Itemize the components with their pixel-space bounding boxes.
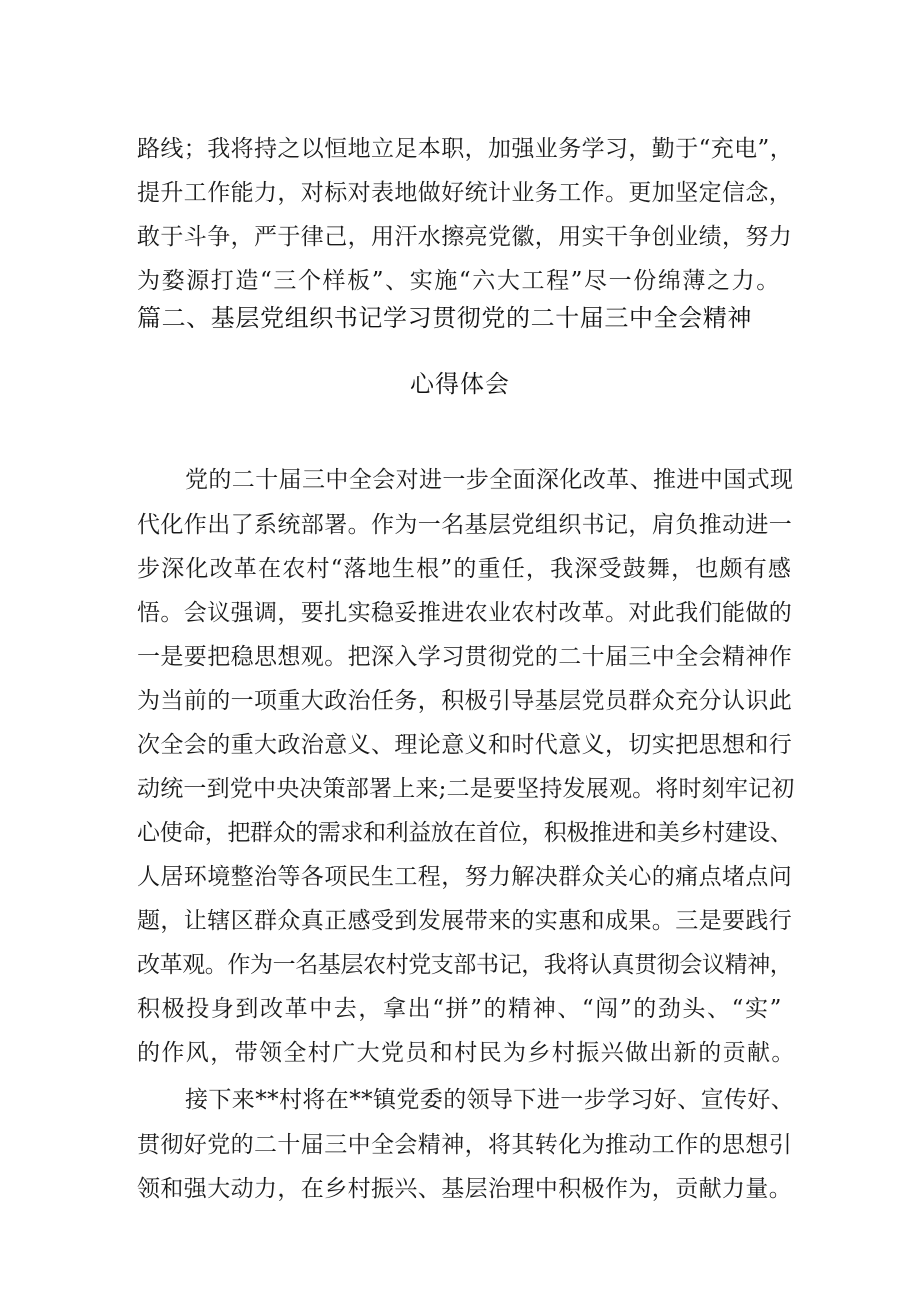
paragraph1-line-4: 悟。会议强调，要扎实稳妥推进农业农村改革。对此我们能做的	[137, 600, 793, 626]
paragraph2-line-2: 贯彻好党的二十届三中全会精神，将其转化为推动工作的思想引	[137, 1132, 793, 1158]
paragraph1-line-9: 心使命，把群众的需求和利益放在首位，积极推进和美乡村建设、	[137, 820, 793, 846]
paragraph2-line-1: 接下来**村将在**镇党委的领导下进一步学习好、宣传好、	[185, 1087, 795, 1113]
paragraph1-line-14: 的作风，带领全村广大党员和村民为乡村振兴做出新的贡献。	[137, 1040, 796, 1066]
paragraph1-line-2: 代化作出了系统部署。作为一名基层党组织书记，肩负推动进一	[137, 512, 793, 538]
paragraph1-line-11: 题，让辖区群众真正感受到发展带来的实惠和成果。三是要践行	[137, 908, 793, 934]
intro-line-2: 提升工作能力，对标对表地做好统计业务工作。更加坚定信念，	[137, 180, 793, 206]
paragraph1-line-13: 积极投身到改革中去，拿出“拼”的精神、“闯”的劲头、“实”	[137, 996, 783, 1022]
article-title: 篇二、基层党组织书记学习贯彻党的二十届三中全会精神	[137, 304, 752, 332]
article-subtitle: 心得体会	[410, 370, 510, 398]
intro-line-4: 为婺源打造“三个样板”、实施“六大工程”尽一份绵薄之力。	[137, 268, 781, 294]
intro-line-3: 敢于斗争，严于律己，用汗水擦亮党徽，用实干争创业绩，努力	[137, 224, 793, 250]
intro-line-1: 路线；我将持之以恒地立足本职，加强业务学习，勤于“充电”，	[137, 136, 794, 162]
paragraph1-line-3: 步深化改革在农村“落地生根”的重任，我深受鼓舞，也颇有感	[137, 556, 793, 582]
paragraph1-line-12: 改革观。作为一名基层农村党支部书记，我将认真贯彻会议精神，	[137, 952, 793, 978]
paragraph2-line-3: 领和强大动力，在乡村振兴、基层治理中积极作为，贡献力量。	[137, 1176, 793, 1202]
paragraph1-line-8: 动统一到党中央决策部署上来;二是要坚持发展观。将时刻牢记初	[137, 776, 795, 802]
paragraph1-line-1: 党的二十届三中全会对进一步全面深化改革、推进中国式现	[185, 467, 794, 493]
paragraph1-line-7: 次全会的重大政治意义、理论意义和时代意义，切实把思想和行	[137, 732, 793, 758]
paragraph1-line-6: 为当前的一项重大政治任务，积极引导基层党员群众充分认识此	[137, 688, 793, 714]
paragraph1-line-10: 人居环境整治等各项民生工程，努力解决群众关心的痛点堵点问	[137, 864, 793, 890]
paragraph1-line-5: 一是要把稳思想观。把深入学习贯彻党的二十届三中全会精神作	[137, 644, 793, 670]
